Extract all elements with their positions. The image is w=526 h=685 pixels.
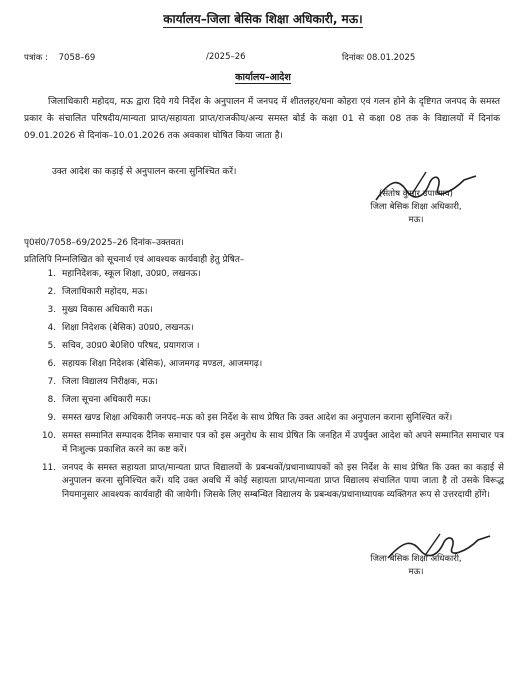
recipient-number: 6. [47,359,56,369]
recipient-number: 5. [47,341,56,351]
recipient-text: शिक्षा निदेशक (बेसिक) उ0प्र0, लखनऊ। [62,323,194,333]
recipient-item [24,322,504,336]
patrank: पत्रांक : 7058–69 [24,53,96,63]
recipient-text: जिला सूचना अधिकारी मऊ। [62,395,151,405]
signatory-designation-2: जिला बेसिक शिक्षा अधिकारी, [370,554,462,564]
recipient-item [24,340,504,354]
recipient-item [24,430,504,457]
order-paragraph: जिलाधिकारी महोदय, मऊ द्वारा दिये गये निर्देश के अनुपालन में जनपद में शीतलहर/घना कोहरा एवं गलन होने के दृष्टिगत जनपद के समस्त प्रकार के संचालित परिषदीय/मान्यता प्राप्त/सहायता प्राप्त/राजकीय/अन्य समस्त बोर्ड के कक्षा 01 से कक्षा 08 तक के विद्यालयों में दिनांक 09.01.2026 से दिनांक–10.01.2026 तक अवकाश घोषित किया जाता है। [24,97,500,141]
recipient-number: 4. [47,323,56,333]
recipient-number: 7. [47,377,56,387]
signatory-place-2: मऊ। [408,567,424,577]
recipient-number: 8. [47,395,56,405]
recipient-item [24,394,504,408]
recipient-number: 1. [47,269,56,279]
recipient-item [24,462,504,503]
recipient-item [24,358,504,372]
recipient-item [24,304,504,318]
recipient-number: 3. [47,305,56,315]
recipient-text: सचिव, उ0प्र0 बे0शि0 परिषद, प्रयागराज । [62,341,200,351]
recipient-text: मुख्य विकास अधिकारी मऊ। [62,305,153,315]
recipient-number: 2. [47,287,56,297]
signatory-place: मऊ। [408,215,424,225]
signatory-designation: जिला बेसिक शिक्षा अधिकारी, [370,202,462,212]
recipient-item [24,268,504,282]
recipient-number: 10. [42,431,56,441]
order-date: दिनांकः 08.01.2025 [342,53,416,63]
reference-line: पृ0सं0/7058–69/2025–26 दिनांक–उक्तवत। [24,238,184,248]
recipient-item [24,286,504,300]
forward-line: प्रतिलिपि निम्नलिखित को सूचनार्थ एवं आवश्यक कार्यवाही हेतु प्रेषित– [24,255,245,265]
compliance-line: उक्त आदेश का कड़ाई से अनुपालन करना सुनिश्चित करें। [52,167,237,177]
recipient-text: जिलाधिकारी महोदय, मऊ। [62,287,148,297]
recipient-text: जनपद के समस्त सहायता प्राप्त/मान्यता प्राप्त विद्यालयों के प्रबन्धकों/प्रधानाध्यापकों को इस निर्देश के साथ प्रेषित कि उक्त का कड़ाई से अनुपालन करना सुनिश्चित करें। यदि उक्त अवधि में कोई सहायता प्राप्त/मान्यता प्राप्त विद्यालय संचालित पाया जाता है तो उसके विरूद्ध नियमानुसार आवश्यक कार्यवाही की जायेगी। जिसके लिए सम्बन्धित विद्यालय के प्रबन्धक/प्रधानाध्यापक व्यक्तिगत रूप से उत्तरदायी होंगे। [62,462,504,500]
order-title: कार्यालय–आदेश [235,72,291,83]
recipient-item [24,412,504,426]
signature-block-2 [326,553,506,579]
signature-block-1 [326,188,506,227]
recipient-text: समस्त सम्मानित सम्पादक दैनिक समाचार पत्र को इस अनुरोध के साथ प्रेषित कि जनहित में उपर्युक्त आदेश को अपने सम्मानित समाचार पत्र में निःशुल्क प्रकाशित करने का कष्ट करें। [62,431,504,455]
signatory-name: (संतोष कुमार उपाध्याय) [379,189,453,199]
recipient-text: समस्त खण्ड शिक्षा अधिकारी जनपद–मऊ को इस निर्देश के साथ प्रेषित कि उक्त आदेश का अनुपालन कराना सुनिश्चित करें। [62,413,453,423]
recipient-number: 11. [42,462,56,473]
recipient-text: जिला विद्यालय निरीक्षक, मऊ। [62,377,158,387]
recipient-list [24,268,504,507]
recipient-text: महानिदेशक, स्कूल शिक्षा, उ0प्र0, लखनऊ। [62,269,201,279]
session-year: /2025–26 [206,52,246,62]
office-title: कार्यालय–जिला बेसिक शिक्षा अधिकारी, मऊ। [163,12,363,26]
recipient-item [24,376,504,390]
recipient-number: 9. [47,413,56,423]
recipient-text: सहायक शिक्षा निदेशक (बेसिक), आजमगढ़ मण्डल, आजमगढ़। [62,359,263,369]
patrank-value: 7058–69 [58,53,96,63]
